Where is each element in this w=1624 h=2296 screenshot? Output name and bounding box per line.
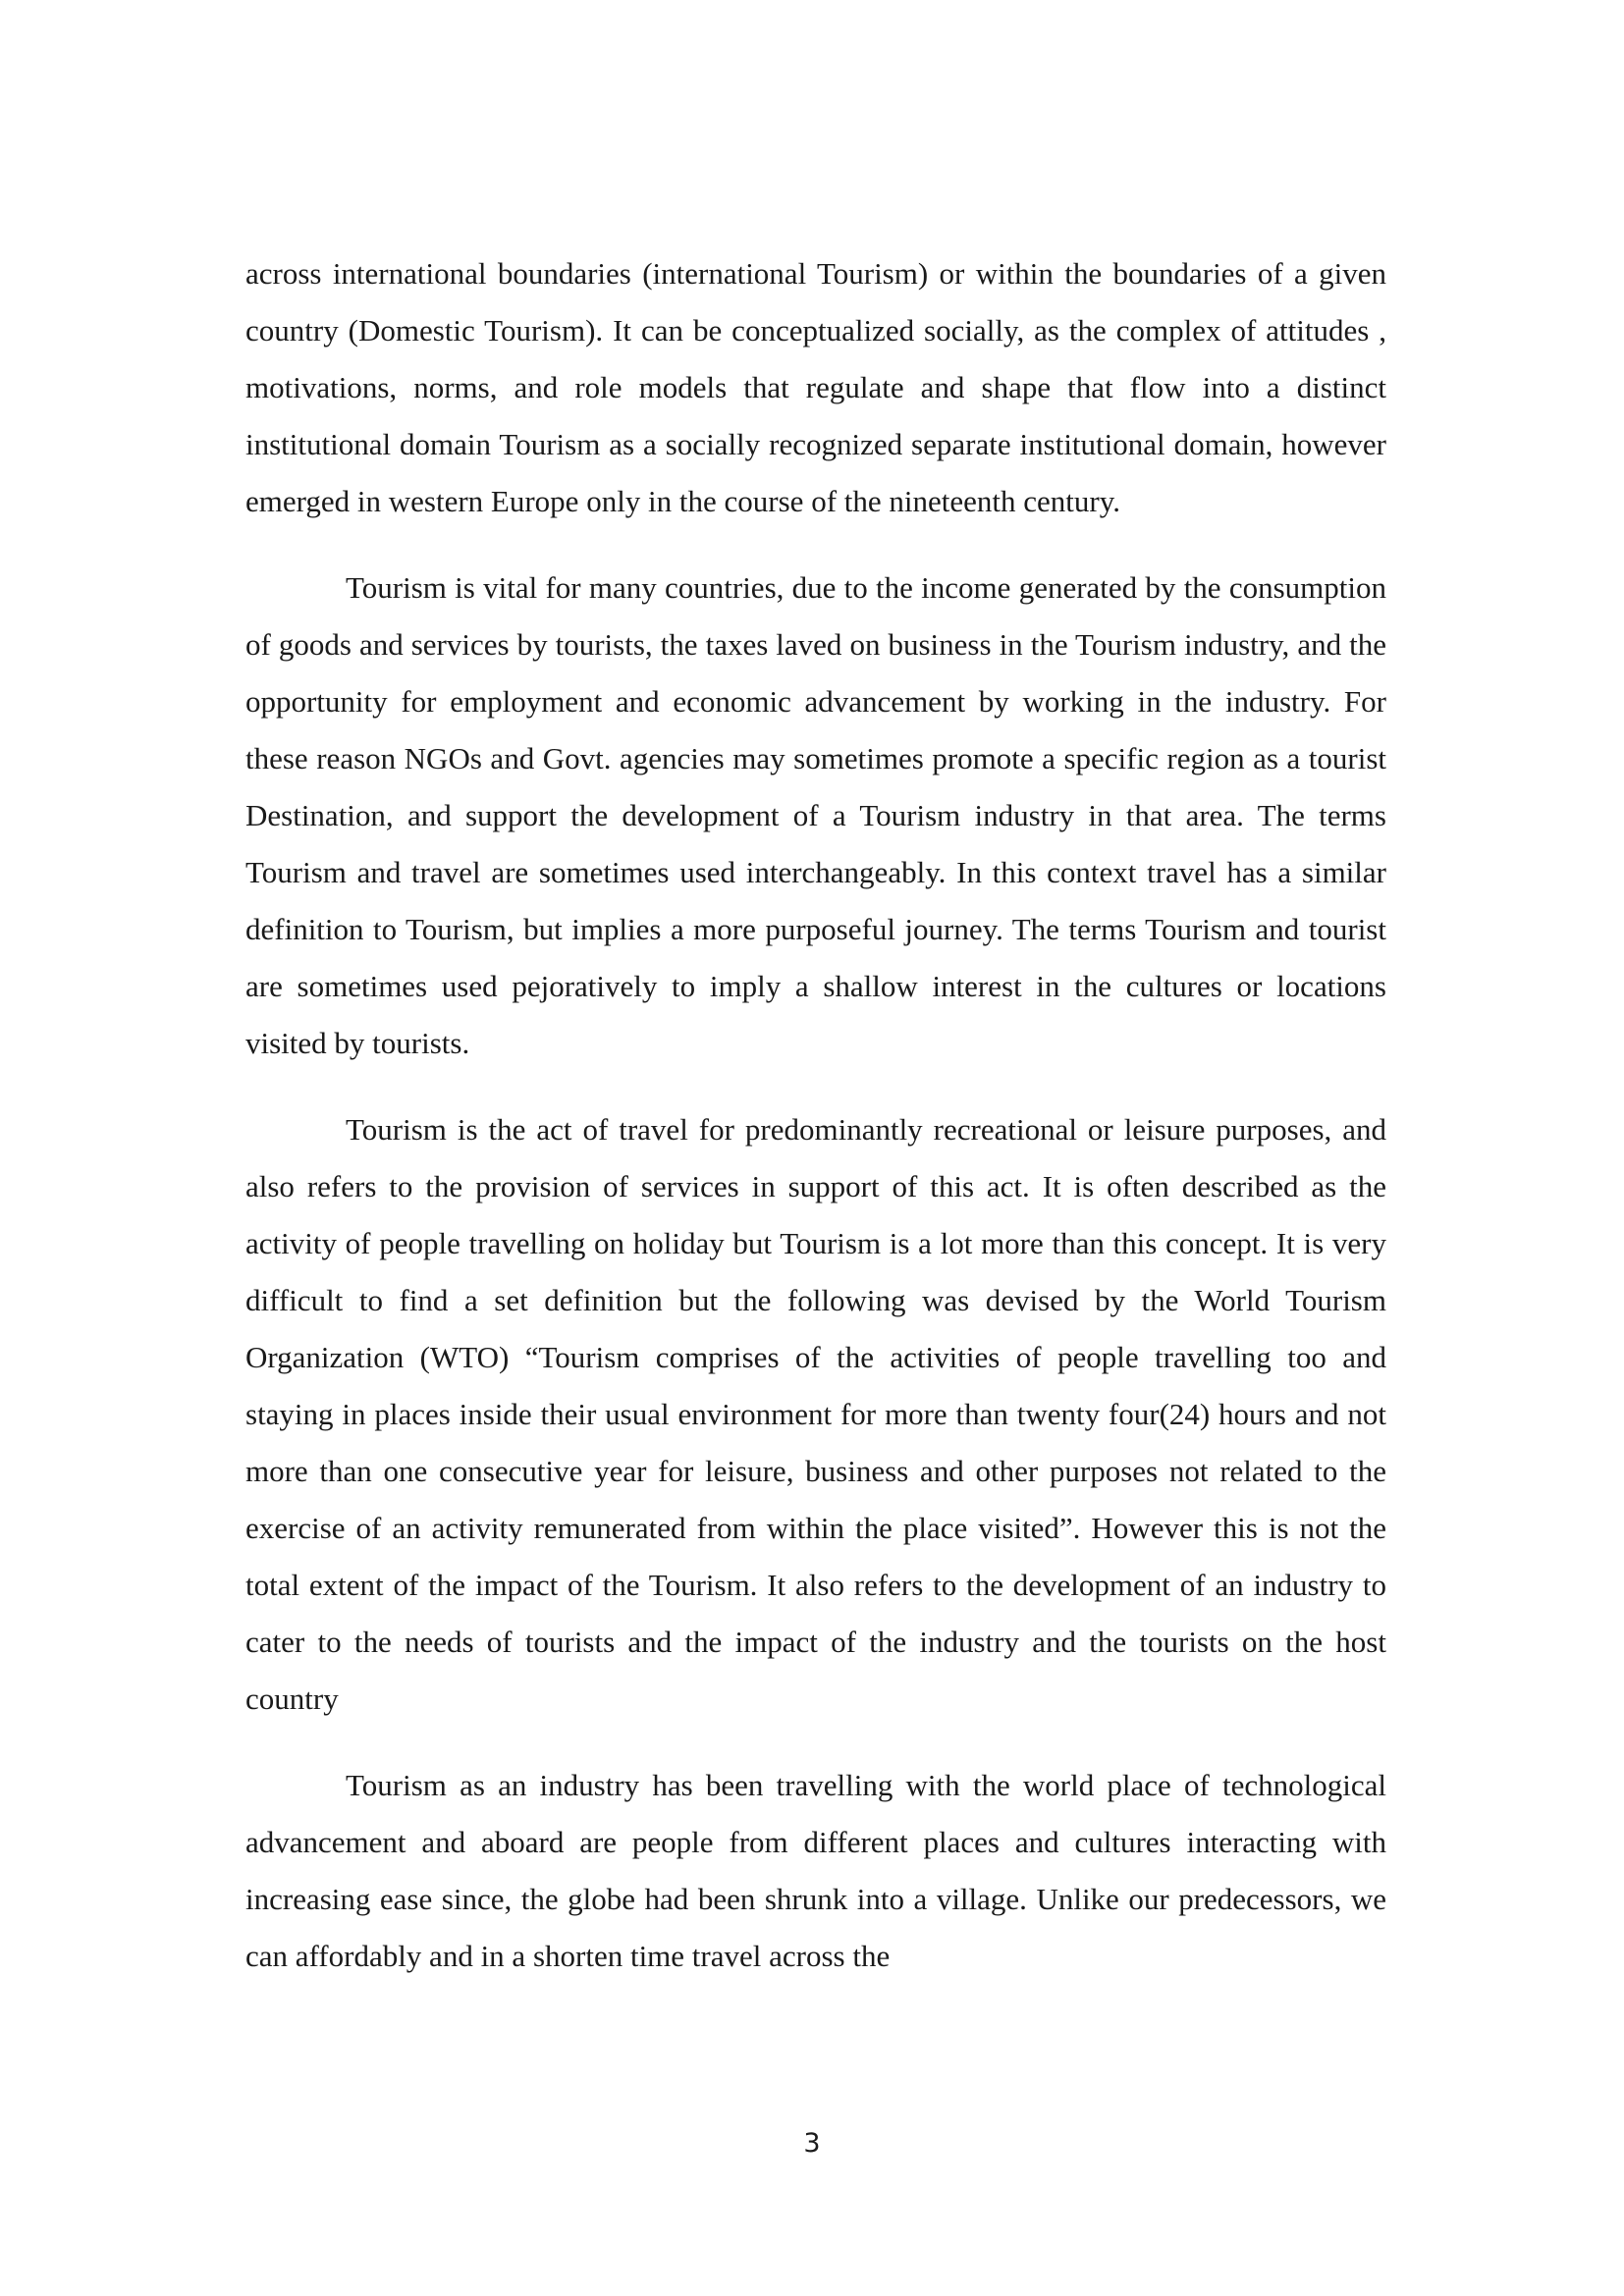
page-body xyxy=(245,245,1386,2014)
page-number: 3 xyxy=(803,2128,821,2159)
paragraph-4: Tourism as an industry has been travelling with the world place of technological advancement and aboard are people from different places and cultures interacting with increasing ease since, the globe had been shrunk into a village. Unlike our predecessors, we can affordably and in a shorten time travel across the xyxy=(245,1768,1386,1973)
paragraph-1: across international boundaries (international Tourism) or within the boundaries of a given country (Domestic Tourism). It can be conceptualized socially, as the complex of attitudes , motivations, norms, and role models that regulate and shape that flow into a distinct institutional domain Tourism as a socially recognized separate institutional domain, however emerged in western Europe only in the course of the nineteenth century. xyxy=(245,256,1386,518)
paragraph-2: Tourism is vital for many countries, due to the income generated by the consumption of goods and services by tourists, the taxes laved on business in the Tourism industry, and the opportunity for employment and economic advancement by working in the industry. For these reason NGOs and Govt. agencies may sometimes promote a specific region as a tourist Destination, and support the development of a Tourism industry in that area. The terms Tourism and travel are sometimes used interchangeably. In this context travel has a similar definition to Tourism, but implies a more purposeful journey. The terms Tourism and tourist are sometimes used pejoratively to imply a shallow interest in the cultures or locations visited by tourists. xyxy=(245,570,1386,1060)
paragraph-3: Tourism is the act of travel for predominantly recreational or leisure purposes, and also refers to the provision of services in support of this act. It is often described as the activity of people travelling on holiday but Tourism is a lot more than this concept. It is very difficult to find a set definition but the following was devised by the World Tourism Organization (WTO) “Tourism comprises of the activities of people travelling too and staying in places inside their usual environment for more than twenty four(24) hours and not more than one consecutive year for leisure, business and other purposes not related to the exercise of an activity remunerated from within the place visited”. However this is not the total extent of the impact of the Tourism. It also refers to the development of an industry to cater to the needs of tourists and the impact of the industry and the tourists on the host country xyxy=(245,1112,1386,1716)
